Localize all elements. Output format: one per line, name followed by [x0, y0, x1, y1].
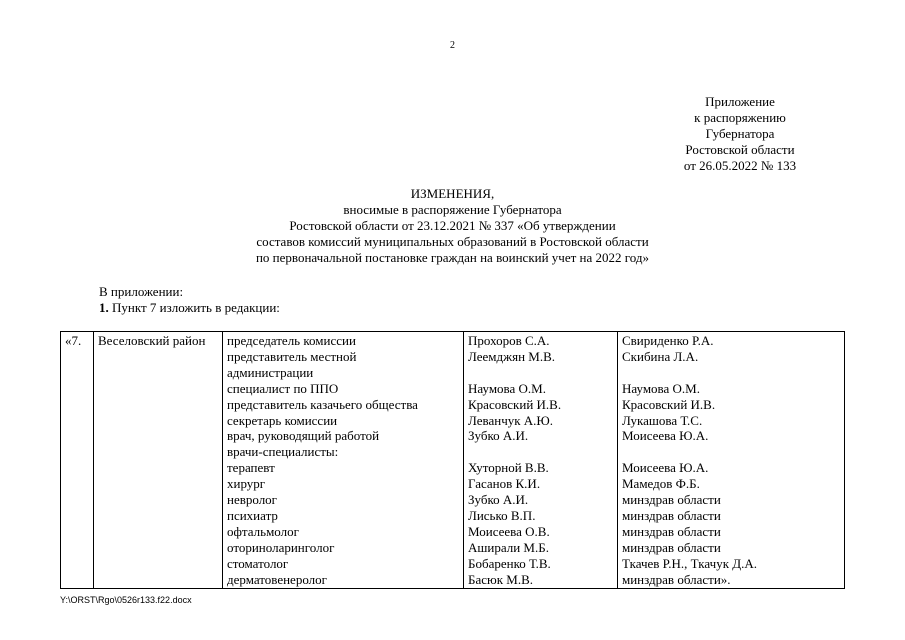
role-line: представитель местной [227, 348, 357, 364]
appendix-line: Ростовской области [685, 142, 795, 157]
reserve-line: Мамедов Ф.Б. [622, 476, 700, 492]
reserve-line: Моисеева Ю.А. [622, 460, 709, 476]
role-line: офтальмолог [227, 523, 299, 539]
member-line: Хуторной В.В. [468, 460, 549, 476]
reserve-line: Красовский И.В. [622, 396, 716, 412]
reserve-line: Ткачев Р.Н., Ткачук Д.А. [622, 555, 758, 571]
file-path-footer: Y:\ORST\Rgo\0526r133.f22.docx [60, 595, 192, 605]
reserve-line: Скибина Л.А. [622, 348, 699, 364]
role-line: дерматовенеролог [227, 571, 327, 587]
table-row [61, 332, 845, 589]
primary-members-cell [464, 332, 618, 589]
member-line: Леемджян М.В. [468, 348, 556, 364]
reserve-line: минздрав области [622, 507, 721, 523]
role-line: хирург [227, 476, 266, 492]
heading-line: Ростовской области от 23.12.2021 № 337 «Об утверждении [289, 218, 616, 233]
reserve-line: Наумова О.М. [622, 380, 700, 396]
reserve-line: минздрав области [622, 492, 721, 508]
reserve-line: Моисеева Ю.А. [622, 428, 709, 444]
document-heading [160, 186, 745, 266]
role-line: председатель комиссии [227, 333, 356, 348]
district-cell: Веселовский район [94, 332, 223, 589]
role-line: оториноларинголог [227, 539, 335, 555]
role-line: врач, руководящий работой [227, 428, 380, 444]
reserve-line: Лукашова Т.С. [622, 412, 703, 428]
appendix-line: от 26.05.2022 № 133 [683, 158, 797, 173]
reserve-line: минздрав области [622, 523, 721, 539]
member-line: Басюк М.В. [468, 571, 534, 587]
role-line: секретарь комиссии [227, 412, 338, 428]
member-line: Гасанов К.И. [468, 476, 541, 492]
item-number: 1. [99, 300, 109, 315]
member-line [468, 365, 613, 381]
member-line: Красовский И.В. [468, 396, 562, 412]
member-line: Наумова О.М. [468, 380, 546, 396]
role-line: представитель казачьего общества [227, 396, 418, 412]
item-number-cell: «7. [61, 332, 94, 589]
member-line: Зубко А.И. [468, 428, 529, 444]
member-line: Прохоров С.А. [468, 333, 550, 348]
intro-item [99, 300, 280, 316]
heading-title: ИЗМЕНЕНИЯ, [410, 186, 495, 201]
member-line: Лисько В.П. [468, 507, 536, 523]
intro-line: В приложении: [99, 284, 184, 299]
role-line: врачи-специалисты: [227, 444, 339, 460]
role-line: терапевт [227, 460, 275, 476]
member-line [468, 444, 613, 460]
page-number: 2 [450, 40, 455, 51]
role-line: специалист по ППО [227, 380, 339, 396]
reserve-members-cell [618, 332, 845, 589]
reserve-line [622, 365, 840, 381]
reserve-line [622, 444, 840, 460]
roles-cell [223, 332, 464, 589]
member-line: Бобаренко Т.В. [468, 555, 551, 571]
member-line: Аширали М.Б. [468, 539, 549, 555]
appendix-line: к распоряжению [694, 110, 786, 125]
heading-line: вносимые в распоряжение Губернатора [343, 202, 562, 217]
member-line: Моисеева О.В. [468, 523, 550, 539]
appendix-line: Губернатора [705, 126, 775, 141]
item-text: Пункт 7 изложить в редакции: [108, 300, 280, 315]
reserve-line: минздрав области». [622, 571, 731, 587]
member-line: Леванчук А.Ю. [468, 412, 554, 428]
reserve-line: минздрав области [622, 539, 721, 555]
commission-table [60, 331, 845, 589]
reserve-line: Свириденко Р.А. [622, 333, 714, 348]
appendix-line: Приложение [705, 94, 775, 109]
appendix-block [640, 94, 840, 174]
role-line: администрации [227, 364, 314, 380]
heading-line: составов комиссий муниципальных образований в Ростовской области [256, 234, 649, 249]
intro-text [99, 284, 280, 316]
role-line: психиатр [227, 507, 278, 523]
role-line: невролог [227, 492, 278, 508]
member-line: Зубко А.И. [468, 492, 529, 508]
heading-line: по первоначальной постановке граждан на воинский учет на 2022 год» [255, 250, 650, 265]
role-line: стоматолог [227, 555, 289, 571]
